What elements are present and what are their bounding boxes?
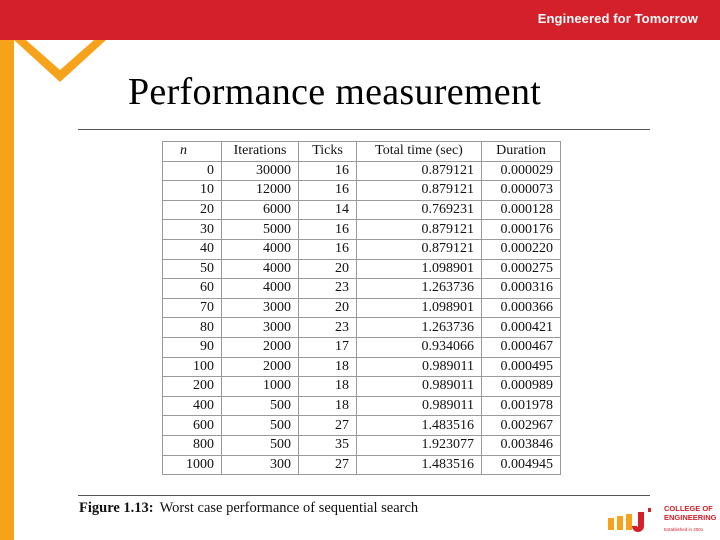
- cell-ticks: 27: [299, 455, 357, 475]
- cell-n: 60: [163, 279, 222, 299]
- cell-duration: 0.000467: [482, 337, 561, 357]
- cell-iterations: 300: [222, 455, 299, 475]
- cell-duration: 0.000316: [482, 279, 561, 299]
- table-row: [163, 377, 561, 397]
- cell-ticks: 18: [299, 357, 357, 377]
- logo-line-2: ENGINEERING: [664, 512, 717, 522]
- cell-total-time: 0.879121: [357, 220, 482, 240]
- cell-duration: 0.002967: [482, 416, 561, 436]
- cell-ticks: 16: [299, 161, 357, 181]
- cell-total-time: 1.483516: [357, 455, 482, 475]
- cell-n: 400: [163, 396, 222, 416]
- cell-n: 70: [163, 298, 222, 318]
- college-logo: [606, 498, 718, 538]
- left-accent-strip: [0, 40, 14, 540]
- table-row: [163, 161, 561, 181]
- cell-iterations: 3000: [222, 318, 299, 338]
- table-row: [163, 239, 561, 259]
- cell-total-time: 0.879121: [357, 161, 482, 181]
- table-row: [163, 455, 561, 475]
- cell-iterations: 6000: [222, 200, 299, 220]
- cell-total-time: 0.879121: [357, 239, 482, 259]
- cell-n: 100: [163, 357, 222, 377]
- cell-duration: 0.003846: [482, 435, 561, 455]
- caption-divider: [78, 495, 650, 496]
- cell-iterations: 1000: [222, 377, 299, 397]
- cell-n: 20: [163, 200, 222, 220]
- cell-ticks: 23: [299, 279, 357, 299]
- table-row: [163, 416, 561, 436]
- performance-table: [162, 141, 561, 475]
- cell-iterations: 30000: [222, 161, 299, 181]
- table-row: [163, 220, 561, 240]
- table-row: [163, 357, 561, 377]
- cell-n: 1000: [163, 455, 222, 475]
- cell-iterations: 3000: [222, 298, 299, 318]
- header-banner: [0, 0, 720, 40]
- table-row: [163, 279, 561, 299]
- logo-line-1: COLLEGE OF: [664, 504, 713, 513]
- cell-iterations: 2000: [222, 357, 299, 377]
- cell-ticks: 16: [299, 181, 357, 201]
- cell-duration: 0.000275: [482, 259, 561, 279]
- college-logo-icon: [606, 508, 660, 532]
- figure-caption-text: Worst case performance of sequential search: [159, 500, 419, 516]
- figure-label: Figure 1.13:: [79, 500, 154, 516]
- cell-duration: 0.000029: [482, 161, 561, 181]
- cell-n: 0: [163, 161, 222, 181]
- table-row: [163, 396, 561, 416]
- cell-ticks: 16: [299, 239, 357, 259]
- cell-ticks: 20: [299, 259, 357, 279]
- cell-ticks: 27: [299, 416, 357, 436]
- cell-n: 50: [163, 259, 222, 279]
- column-header-duration: Duration: [482, 142, 561, 162]
- cell-iterations: 4000: [222, 239, 299, 259]
- cell-total-time: 0.989011: [357, 357, 482, 377]
- cell-n: 30: [163, 220, 222, 240]
- cell-duration: 0.001978: [482, 396, 561, 416]
- figure-caption: [79, 500, 418, 517]
- table-row: [163, 200, 561, 220]
- column-header-ticks: Ticks: [299, 142, 357, 162]
- cell-n: 600: [163, 416, 222, 436]
- cell-total-time: 1.263736: [357, 279, 482, 299]
- table-row: [163, 298, 561, 318]
- cell-total-time: 1.098901: [357, 298, 482, 318]
- table-row: [163, 259, 561, 279]
- logo-name: [664, 505, 717, 522]
- cell-n: 800: [163, 435, 222, 455]
- cell-iterations: 500: [222, 396, 299, 416]
- cell-ticks: 17: [299, 337, 357, 357]
- cell-iterations: 4000: [222, 279, 299, 299]
- cell-n: 90: [163, 337, 222, 357]
- column-header-n: n: [163, 142, 222, 162]
- table-header-row: [163, 142, 561, 162]
- cell-duration: 0.000220: [482, 239, 561, 259]
- cell-iterations: 2000: [222, 337, 299, 357]
- header-tagline: Engineered for Tomorrow: [537, 11, 698, 26]
- table-row: [163, 181, 561, 201]
- logo-established: Established in 2001: [664, 527, 704, 532]
- cell-total-time: 0.934066: [357, 337, 482, 357]
- cell-total-time: 0.879121: [357, 181, 482, 201]
- cell-iterations: 500: [222, 416, 299, 436]
- cell-iterations: 4000: [222, 259, 299, 279]
- cell-duration: 0.000176: [482, 220, 561, 240]
- cell-total-time: 0.989011: [357, 396, 482, 416]
- cell-duration: 0.000421: [482, 318, 561, 338]
- cell-iterations: 500: [222, 435, 299, 455]
- cell-ticks: 14: [299, 200, 357, 220]
- column-header-total-time: Total time (sec): [357, 142, 482, 162]
- cell-duration: 0.000073: [482, 181, 561, 201]
- cell-ticks: 18: [299, 377, 357, 397]
- cell-ticks: 23: [299, 318, 357, 338]
- cell-duration: 0.000495: [482, 357, 561, 377]
- cell-n: 10: [163, 181, 222, 201]
- column-header-iterations: Iterations: [222, 142, 299, 162]
- cell-ticks: 35: [299, 435, 357, 455]
- table-row: [163, 435, 561, 455]
- table-row: [163, 318, 561, 338]
- cell-duration: 0.000366: [482, 298, 561, 318]
- cell-total-time: 0.769231: [357, 200, 482, 220]
- cell-total-time: 1.098901: [357, 259, 482, 279]
- cell-n: 80: [163, 318, 222, 338]
- cell-duration: 0.000128: [482, 200, 561, 220]
- cell-duration: 0.004945: [482, 455, 561, 475]
- cell-total-time: 1.263736: [357, 318, 482, 338]
- slide-title: Performance measurement: [128, 71, 542, 113]
- cell-ticks: 20: [299, 298, 357, 318]
- cell-total-time: 1.923077: [357, 435, 482, 455]
- cell-total-time: 1.483516: [357, 416, 482, 436]
- cell-total-time: 0.989011: [357, 377, 482, 397]
- cell-iterations: 12000: [222, 181, 299, 201]
- cell-iterations: 5000: [222, 220, 299, 240]
- cell-duration: 0.000989: [482, 377, 561, 397]
- cell-n: 200: [163, 377, 222, 397]
- chevron-decoration: [14, 40, 106, 90]
- table-row: [163, 337, 561, 357]
- title-divider: [78, 129, 650, 130]
- cell-n: 40: [163, 239, 222, 259]
- cell-ticks: 18: [299, 396, 357, 416]
- cell-ticks: 16: [299, 220, 357, 240]
